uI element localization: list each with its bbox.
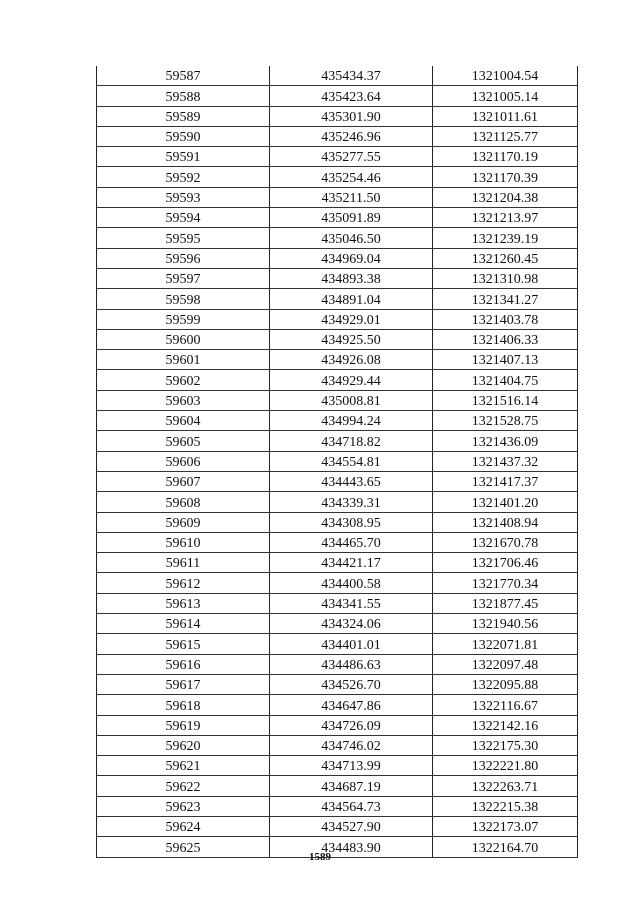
table-row: [97, 532, 578, 552]
y-coordinate-cell: 1321940.56: [433, 614, 578, 634]
y-coordinate-cell: 1322116.67: [433, 695, 578, 715]
x-coordinate-cell: 434713.99: [270, 756, 433, 776]
x-coordinate-cell: 434554.81: [270, 451, 433, 471]
y-coordinate-cell: 1321011.61: [433, 106, 578, 126]
y-coordinate-cell: 1321404.75: [433, 370, 578, 390]
y-coordinate-cell: 1321408.94: [433, 512, 578, 532]
x-coordinate-cell: 435423.64: [270, 86, 433, 106]
table-row: [97, 492, 578, 512]
y-coordinate-cell: 1321341.27: [433, 289, 578, 309]
page-number: 1589: [309, 851, 331, 863]
point-id-cell: 59606: [97, 451, 270, 471]
point-id-cell: 59596: [97, 248, 270, 268]
y-coordinate-cell: 1322071.81: [433, 634, 578, 654]
table-row: [97, 776, 578, 796]
table-row: [97, 126, 578, 146]
table-row: [97, 654, 578, 674]
x-coordinate-cell: 435277.55: [270, 147, 433, 167]
point-id-cell: 59589: [97, 106, 270, 126]
table-row: [97, 86, 578, 106]
y-coordinate-cell: 1321239.19: [433, 228, 578, 248]
point-id-cell: 59618: [97, 695, 270, 715]
y-coordinate-cell: 1322263.71: [433, 776, 578, 796]
y-coordinate-cell: 1321204.38: [433, 187, 578, 207]
x-coordinate-cell: 434527.90: [270, 816, 433, 836]
table-row: [97, 228, 578, 248]
point-id-cell: 59609: [97, 512, 270, 532]
x-coordinate-cell: 434647.86: [270, 695, 433, 715]
point-id-cell: 59595: [97, 228, 270, 248]
table-row: [97, 66, 578, 86]
point-id-cell: 59597: [97, 268, 270, 288]
point-id-cell: 59587: [97, 66, 270, 86]
table-row: [97, 553, 578, 573]
table-row: [97, 573, 578, 593]
x-coordinate-cell: 434891.04: [270, 289, 433, 309]
table-row: [97, 614, 578, 634]
y-coordinate-cell: 1322173.07: [433, 816, 578, 836]
point-id-cell: 59588: [97, 86, 270, 106]
x-coordinate-cell: 434308.95: [270, 512, 433, 532]
y-coordinate-cell: 1321406.33: [433, 329, 578, 349]
y-coordinate-cell: 1321670.78: [433, 532, 578, 552]
y-coordinate-cell: 1321407.13: [433, 350, 578, 370]
x-coordinate-cell: 435211.50: [270, 187, 433, 207]
table-row: [97, 796, 578, 816]
point-id-cell: 59616: [97, 654, 270, 674]
x-coordinate-cell: 434746.02: [270, 735, 433, 755]
x-coordinate-cell: 435091.89: [270, 208, 433, 228]
table-row: [97, 634, 578, 654]
point-id-cell: 59619: [97, 715, 270, 735]
table-row: [97, 289, 578, 309]
x-coordinate-cell: 434994.24: [270, 411, 433, 431]
x-coordinate-cell: 435301.90: [270, 106, 433, 126]
y-coordinate-cell: 1321310.98: [433, 268, 578, 288]
x-coordinate-cell: 434400.58: [270, 573, 433, 593]
x-coordinate-cell: 434341.55: [270, 593, 433, 613]
y-coordinate-cell: 1321877.45: [433, 593, 578, 613]
table-row: [97, 309, 578, 329]
point-id-cell: 59594: [97, 208, 270, 228]
point-id-cell: 59624: [97, 816, 270, 836]
point-id-cell: 59623: [97, 796, 270, 816]
table-row: [97, 390, 578, 410]
y-coordinate-cell: 1322164.70: [433, 837, 578, 857]
point-id-cell: 59608: [97, 492, 270, 512]
table-row: [97, 248, 578, 268]
y-coordinate-cell: 1321437.32: [433, 451, 578, 471]
x-coordinate-cell: 434486.63: [270, 654, 433, 674]
y-coordinate-cell: 1321706.46: [433, 553, 578, 573]
x-coordinate-cell: 435008.81: [270, 390, 433, 410]
point-id-cell: 59600: [97, 329, 270, 349]
y-coordinate-cell: 1321005.14: [433, 86, 578, 106]
x-coordinate-cell: 435254.46: [270, 167, 433, 187]
x-coordinate-cell: 435046.50: [270, 228, 433, 248]
y-coordinate-cell: 1321436.09: [433, 431, 578, 451]
table-row: [97, 695, 578, 715]
y-coordinate-cell: 1322095.88: [433, 674, 578, 694]
y-coordinate-cell: 1321403.78: [433, 309, 578, 329]
table-row: [97, 471, 578, 491]
table-row: [97, 735, 578, 755]
table-row: [97, 593, 578, 613]
x-coordinate-cell: 434929.44: [270, 370, 433, 390]
y-coordinate-cell: 1322175.30: [433, 735, 578, 755]
coordinate-table: [96, 66, 578, 858]
table-row: [97, 451, 578, 471]
point-id-cell: 59617: [97, 674, 270, 694]
point-id-cell: 59614: [97, 614, 270, 634]
x-coordinate-cell: 434401.01: [270, 634, 433, 654]
x-coordinate-cell: 434687.19: [270, 776, 433, 796]
y-coordinate-cell: 1321401.20: [433, 492, 578, 512]
y-coordinate-cell: 1321516.14: [433, 390, 578, 410]
x-coordinate-cell: 435246.96: [270, 126, 433, 146]
x-coordinate-cell: 434926.08: [270, 350, 433, 370]
x-coordinate-cell: 434564.73: [270, 796, 433, 816]
table-row: [97, 512, 578, 532]
x-coordinate-cell: 434726.09: [270, 715, 433, 735]
table-row: [97, 431, 578, 451]
point-id-cell: 59604: [97, 411, 270, 431]
point-id-cell: 59593: [97, 187, 270, 207]
table-row: [97, 715, 578, 735]
table-row: [97, 106, 578, 126]
table-row: [97, 370, 578, 390]
x-coordinate-cell: 434925.50: [270, 329, 433, 349]
point-id-cell: 59599: [97, 309, 270, 329]
point-id-cell: 59625: [97, 837, 270, 857]
y-coordinate-cell: 1321170.19: [433, 147, 578, 167]
table-row: [97, 756, 578, 776]
point-id-cell: 59590: [97, 126, 270, 146]
point-id-cell: 59612: [97, 573, 270, 593]
table-row: [97, 268, 578, 288]
x-coordinate-cell: 434421.17: [270, 553, 433, 573]
x-coordinate-cell: 434969.04: [270, 248, 433, 268]
point-id-cell: 59621: [97, 756, 270, 776]
point-id-cell: 59601: [97, 350, 270, 370]
x-coordinate-cell: 435434.37: [270, 66, 433, 86]
y-coordinate-cell: 1321528.75: [433, 411, 578, 431]
point-id-cell: 59611: [97, 553, 270, 573]
table-row: [97, 187, 578, 207]
point-id-cell: 59602: [97, 370, 270, 390]
point-id-cell: 59622: [97, 776, 270, 796]
y-coordinate-cell: 1321125.77: [433, 126, 578, 146]
table-row: [97, 816, 578, 836]
x-coordinate-cell: 434929.01: [270, 309, 433, 329]
coordinate-table-body: [97, 66, 578, 857]
table-row: [97, 350, 578, 370]
point-id-cell: 59603: [97, 390, 270, 410]
y-coordinate-cell: 1322215.38: [433, 796, 578, 816]
table-row: [97, 167, 578, 187]
x-coordinate-cell: 434339.31: [270, 492, 433, 512]
point-id-cell: 59607: [97, 471, 270, 491]
point-id-cell: 59591: [97, 147, 270, 167]
x-coordinate-cell: 434465.70: [270, 532, 433, 552]
y-coordinate-cell: 1321170.39: [433, 167, 578, 187]
y-coordinate-cell: 1322221.80: [433, 756, 578, 776]
table-row: [97, 411, 578, 431]
x-coordinate-cell: 434718.82: [270, 431, 433, 451]
table-row: [97, 208, 578, 228]
x-coordinate-cell: 434443.65: [270, 471, 433, 491]
table-row: [97, 329, 578, 349]
y-coordinate-cell: 1321417.37: [433, 471, 578, 491]
y-coordinate-cell: 1322097.48: [433, 654, 578, 674]
point-id-cell: 59610: [97, 532, 270, 552]
y-coordinate-cell: 1322142.16: [433, 715, 578, 735]
point-id-cell: 59598: [97, 289, 270, 309]
y-coordinate-cell: 1321213.97: [433, 208, 578, 228]
x-coordinate-cell: 434324.06: [270, 614, 433, 634]
y-coordinate-cell: 1321004.54: [433, 66, 578, 86]
table-row: [97, 147, 578, 167]
y-coordinate-cell: 1321770.34: [433, 573, 578, 593]
point-id-cell: 59620: [97, 735, 270, 755]
point-id-cell: 59605: [97, 431, 270, 451]
x-coordinate-cell: 434526.70: [270, 674, 433, 694]
point-id-cell: 59613: [97, 593, 270, 613]
table-row: [97, 674, 578, 694]
y-coordinate-cell: 1321260.45: [433, 248, 578, 268]
x-coordinate-cell: 434483.90: [270, 837, 433, 857]
x-coordinate-cell: 434893.38: [270, 268, 433, 288]
point-id-cell: 59592: [97, 167, 270, 187]
point-id-cell: 59615: [97, 634, 270, 654]
